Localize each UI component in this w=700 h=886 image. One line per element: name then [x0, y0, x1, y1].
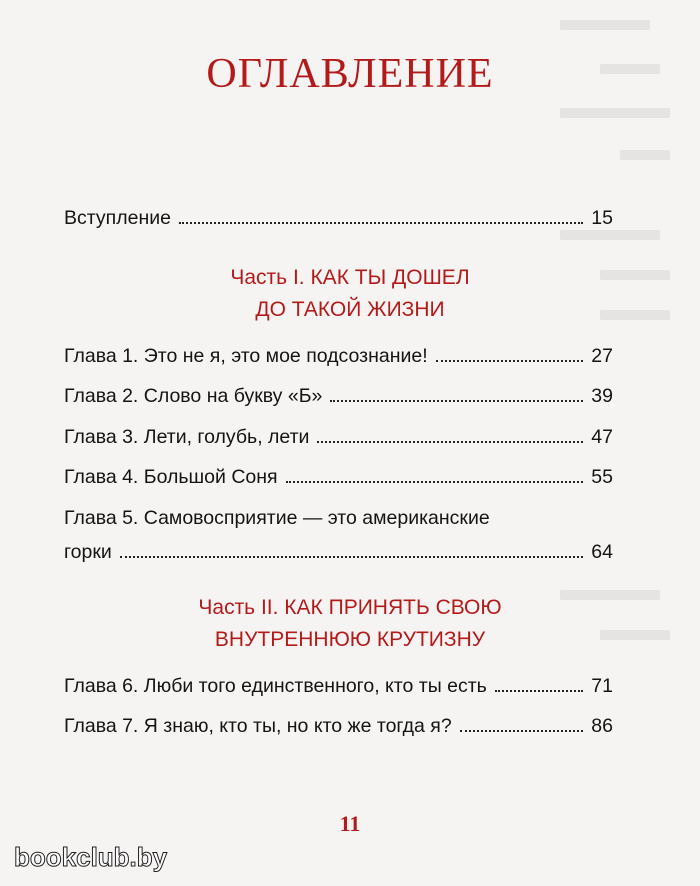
toc-entry-chapter-4[interactable] [64, 459, 613, 489]
dot-leader [330, 400, 583, 402]
toc-entry-page: 64 [591, 541, 613, 563]
toc-entry-label: Глава 7. Я знаю, кто ты, но кто же тогда я? [64, 715, 452, 737]
toc-entry-chapter-6[interactable] [64, 668, 613, 698]
dot-leader [460, 730, 584, 732]
toc-entry-label: Глава 1. Это не я, это мое подсознание! [64, 345, 428, 367]
site-watermark: bookclub.by [14, 842, 168, 872]
toc-entry-page: 86 [591, 715, 613, 737]
toc-entry-page: 55 [591, 466, 613, 488]
part-heading-line: Часть II. КАК ПРИНЯТЬ СВОЮ [198, 596, 502, 619]
toc-entry-chapter-2[interactable] [64, 378, 613, 408]
dot-leader [120, 556, 583, 558]
dot-leader [436, 360, 584, 362]
toc-entry-label: Вступление [64, 207, 171, 229]
toc-entry-chapter-5[interactable] [64, 534, 613, 564]
part-heading-line: ДО ТАКОЙ ЖИЗНИ [255, 298, 445, 321]
page-title: ОГЛАВЛЕНИЕ [206, 51, 494, 97]
dot-leader [286, 481, 584, 483]
dot-leader [495, 690, 583, 692]
toc-entry-label: горки [64, 541, 112, 563]
page-number: 11 [339, 811, 361, 836]
toc-entry-page: 71 [591, 675, 613, 697]
toc-entry-chapter-3[interactable] [64, 419, 613, 449]
dot-leader [179, 222, 583, 224]
toc-entry-page: 47 [591, 426, 613, 448]
dot-leader [317, 441, 583, 443]
part-1-heading[interactable] [0, 262, 700, 326]
toc-entry-label: Глава 3. Лети, голубь, лети [64, 426, 310, 448]
part-2-heading[interactable] [0, 592, 700, 656]
toc-entry-label: Глава 2. Слово на букву «Б» [64, 385, 323, 407]
part-heading-line: ВНУТРЕННЮЮ КРУТИЗНУ [214, 628, 486, 651]
toc-entry-chapter-7[interactable] [64, 708, 613, 738]
toc-entry-label: Глава 6. Люби того единственного, кто ты есть [64, 675, 487, 697]
toc-entry-page: 27 [591, 345, 613, 367]
toc-entry-page: 39 [591, 385, 613, 407]
toc-entry-label: Глава 4. Большой Соня [64, 466, 278, 488]
toc-entry-chapter-1[interactable] [64, 338, 613, 368]
toc-entry-page: 15 [591, 207, 613, 229]
toc-entry-chapter-5-line1[interactable]: Глава 5. Самовосприятие — это американские [64, 507, 490, 529]
toc-entry-intro[interactable] [64, 200, 613, 230]
part-heading-line: Часть I. КАК ТЫ ДОШЕЛ [230, 266, 470, 289]
